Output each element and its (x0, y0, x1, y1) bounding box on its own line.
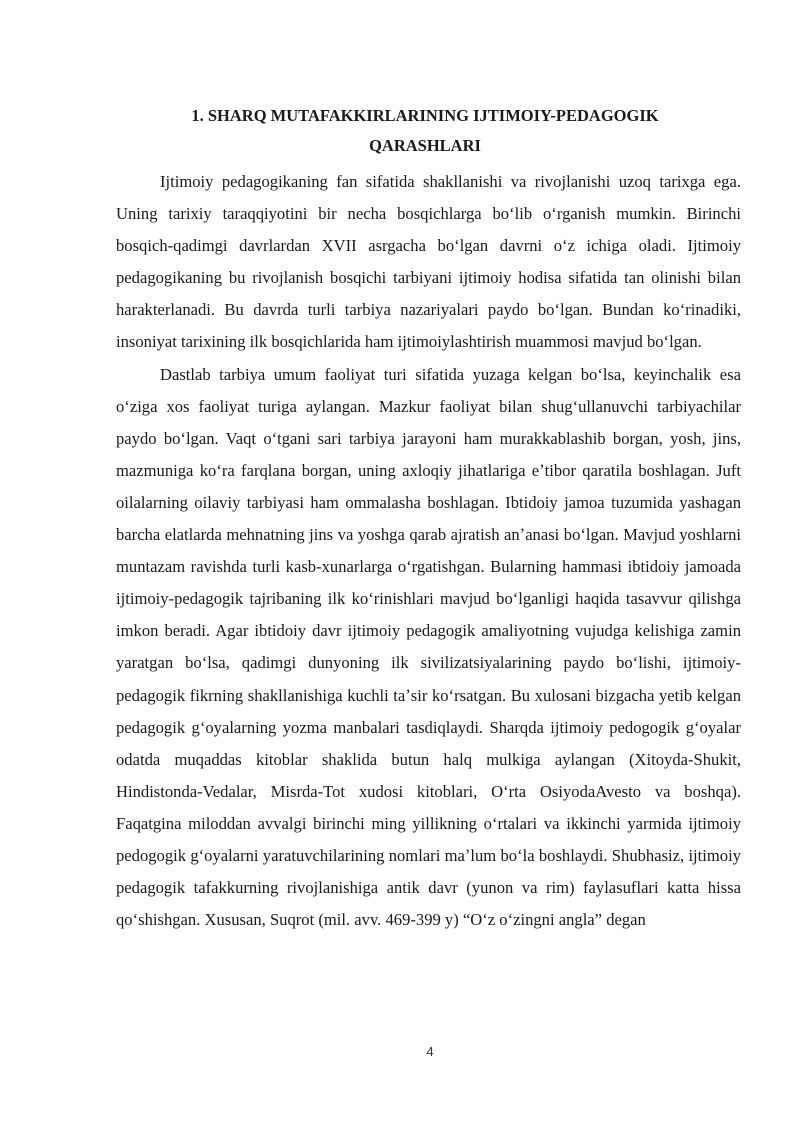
body-text (116, 166, 741, 936)
section-heading-line-1: 1. SHARQ MUTAFAKKIRLARINING IJTIMOIY-PEDAGOGIK (191, 106, 659, 125)
paragraph-2: Dastlab tarbiya umum faoliyat turi sifatida yuzaga kelgan boʻlsa, keyinchalik esa oʻziga xos faoliyat turiga aylangan. Mazkur faoliyat bilan shugʻullanuvchi tarbiyachilar paydo boʻlgan. Vaqt oʻtgani sari tarbiya jarayoni ham murakkablashib borgan, yosh, jins, mazmuniga koʻra farqlana borgan, uning axloqiy jihatlariga eʼtibor qaratila boshlagan. Juft oilalarning oilaviy tarbiyasi ham ommalasha boshlagan. Ibtidoiy jamoa tuzumida yashagan barcha elatlarda mehnatning jins va yoshga qarab ajratish anʼanasi boʻlgan. Mavjud yoshlarni muntazam ravishda turli kasb-xunarlarga oʻrgatishgan. Bularning hammasi ibtidoiy jamoada ijtimoiy-pedagogik tajribaning ilk koʻrinishlari mavjud boʻlganligi haqida tasavvur qilishga imkon beradi. Agar ibtidoiy davr ijtimoiy pedagogik amaliyotning vujudga kelishiga zamin yaratgan boʻlsa, qadimgi dunyoning ilk sivilizatsiyalarining paydo boʻlishi, ijtimoiy-pedagogik fikrning shakllanishiga kuchli taʼsir koʻrsatgan. Bu xulosani bizgacha yetib kelgan pedagogik gʻoyalarning yozma manbalari tasdiqlaydi. Sharqda ijtimoiy pedogogik gʻoyalar odatda muqaddas kitoblar shaklida butun halq mulkiga aylangan (Xitoyda-Shukit, Hindistonda-Vedalar, Misrda-Tot xudosi kitoblari, Oʻrta OsiyodaAvesto va boshqa). Faqatgina miloddan avvalgi birinchi ming yillikning oʻrtalari va ikkinchi yarmida ijtimoiy pedogogik gʻoyalarni yaratuvchilarining nomlari maʼlum boʻla boshlaydi. Shubhasiz, ijtimoiy pedagogik tafakkurning rivojlanishiga antik davr (yunon va rim) faylasuflari katta hissa qoʻshishgan. Xususan, Suqrot (mil. avv. 469-399 y) “Oʻz oʻzingni angla” degan (116, 364, 741, 930)
paragraph-1: Ijtimoiy pedagogikaning fan sifatida shakllanishi va rivojlanishi uzoq tarixga ega. Uning tarixiy taraqqiyotini bir necha bosqichlarga boʻlib oʻrganish mumkin. Birinchi bosqich-qadimgi davrlardan XVII asrgacha boʻlgan davrni oʻz ichiga oladi. Ijtimoiy pedagogikaning bu rivojlanish bosqichi tarbiyani ijtimoiy hodisa sifatida tan olinishi bilan harakterlanadi. Bu davrda turli tarbiya nazariyalari paydo boʻlgan. Bundan koʻrinadiki, insoniyat tarixining ilk bosqichlarida ham ijtimoiylashtirish muammosi mavjud boʻlgan. (116, 172, 741, 352)
section-heading-line-2: QARASHLARI (369, 136, 481, 155)
page-number: 4 (426, 1044, 434, 1059)
section-heading (110, 101, 740, 161)
